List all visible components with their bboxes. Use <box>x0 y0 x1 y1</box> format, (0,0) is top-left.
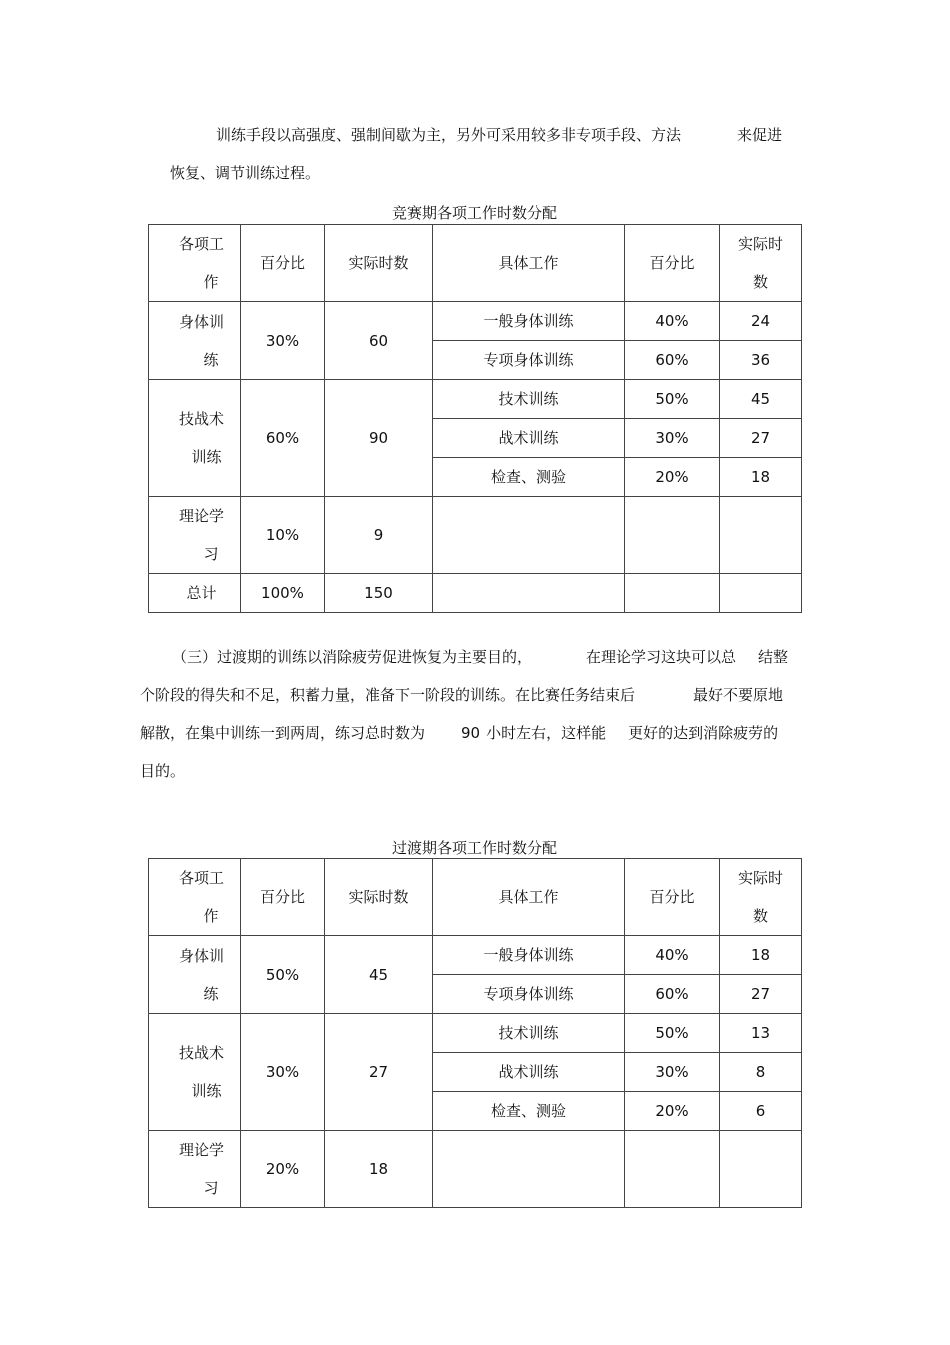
group-name: 理论学 习 <box>149 1131 241 1208</box>
sub-percent: 40% <box>625 302 720 341</box>
sub-percent: 40% <box>625 936 720 975</box>
empty-cell <box>625 574 720 613</box>
group-percent: 30% <box>241 1014 325 1131</box>
group-percent: 20% <box>241 1131 325 1208</box>
sub-hours: 36 <box>720 341 802 380</box>
sub-hours: 13 <box>720 1014 802 1053</box>
sub-hours: 24 <box>720 302 802 341</box>
table1-caption: 竞赛期各项工作时数分配 <box>391 204 557 222</box>
table-row <box>149 1014 802 1053</box>
intro-line-1: 训练手段以高强度、强制间歇为主，另外可采用较多非专项手段、方法 来促进 <box>216 126 783 144</box>
sub-percent: 30% <box>625 1053 720 1092</box>
header-item: 各项工 作 <box>149 859 241 936</box>
sub-name: 专项身体训练 <box>433 975 625 1014</box>
group-percent: 30% <box>241 302 325 380</box>
transition-line-3: 解散，在集中训练一到两周，练习总时数为 90 小时左右，这样能 更好的达到消除疲劳的 <box>140 724 779 742</box>
group-percent: 60% <box>241 380 325 497</box>
sub-hours: 8 <box>720 1053 802 1092</box>
header-hours: 实际时数 <box>325 225 433 302</box>
sub-name: 检查、测验 <box>433 458 625 497</box>
header-percent: 百分比 <box>241 859 325 936</box>
header-detail: 具体工作 <box>433 225 625 302</box>
empty-cell <box>433 1131 625 1208</box>
empty-cell <box>720 1131 802 1208</box>
group-hours: 90 <box>325 380 433 497</box>
header-sub-hours: 实际时 数 <box>720 859 802 936</box>
sub-name: 检查、测验 <box>433 1092 625 1131</box>
empty-cell <box>433 574 625 613</box>
sub-hours: 6 <box>720 1092 802 1131</box>
table2-caption: 过渡期各项工作时数分配 <box>391 839 557 857</box>
total-percent: 100% <box>241 574 325 613</box>
total-row <box>149 574 802 613</box>
empty-cell <box>625 1131 720 1208</box>
header-sub-hours: 实际时 数 <box>720 225 802 302</box>
sub-hours: 27 <box>720 419 802 458</box>
table-header-row <box>149 225 802 302</box>
group-percent: 10% <box>241 497 325 574</box>
sub-hours: 18 <box>720 936 802 975</box>
total-label: 总计 <box>149 574 241 613</box>
header-percent: 百分比 <box>241 225 325 302</box>
transition-line-4: 目的。 <box>140 762 186 780</box>
empty-cell <box>433 497 625 574</box>
empty-cell <box>625 497 720 574</box>
sub-hours: 18 <box>720 458 802 497</box>
sub-name: 战术训练 <box>433 419 625 458</box>
table-row <box>149 302 802 341</box>
header-hours: 实际时数 <box>325 859 433 936</box>
transition-period-table <box>148 858 802 1208</box>
transition-line-1: （三）过渡期的训练以消除疲劳促进恢复为主要目的， 在理论学习这块可以总 结整 <box>172 648 789 666</box>
sub-percent: 30% <box>625 419 720 458</box>
sub-name: 一般身体训练 <box>433 936 625 975</box>
sub-percent: 50% <box>625 380 720 419</box>
header-detail: 具体工作 <box>433 859 625 936</box>
intro-line-2: 恢复、调节训练过程。 <box>170 164 321 182</box>
sub-hours: 45 <box>720 380 802 419</box>
sub-percent: 20% <box>625 458 720 497</box>
sub-name: 专项身体训练 <box>433 341 625 380</box>
group-hours: 60 <box>325 302 433 380</box>
intro-paragraph <box>170 116 810 192</box>
group-name: 理论学 习 <box>149 497 241 574</box>
table-row <box>149 1131 802 1208</box>
sub-percent: 60% <box>625 341 720 380</box>
group-name: 技战术 训练 <box>149 1014 241 1131</box>
competition-period-table <box>148 224 802 613</box>
group-hours: 18 <box>325 1131 433 1208</box>
group-name: 身体训 练 <box>149 936 241 1014</box>
sub-percent: 60% <box>625 975 720 1014</box>
table-header-row <box>149 859 802 936</box>
group-name: 身体训 练 <box>149 302 241 380</box>
table-row <box>149 497 802 574</box>
table-row <box>149 380 802 419</box>
group-percent: 50% <box>241 936 325 1014</box>
header-sub-percent: 百分比 <box>625 859 720 936</box>
header-item: 各项工 作 <box>149 225 241 302</box>
empty-cell <box>720 497 802 574</box>
group-name: 技战术 训练 <box>149 380 241 497</box>
sub-name: 技术训练 <box>433 380 625 419</box>
transition-paragraph <box>140 638 810 790</box>
header-sub-percent: 百分比 <box>625 225 720 302</box>
total-hours: 150 <box>325 574 433 613</box>
sub-name: 技术训练 <box>433 1014 625 1053</box>
empty-cell <box>720 574 802 613</box>
group-hours: 27 <box>325 1014 433 1131</box>
table-row <box>149 936 802 975</box>
group-hours: 45 <box>325 936 433 1014</box>
transition-line-2: 个阶段的得失和不足，积蓄力量，准备下一阶段的训练。在比赛任务结束后 最好不要原地 <box>140 686 784 704</box>
sub-name: 战术训练 <box>433 1053 625 1092</box>
sub-percent: 50% <box>625 1014 720 1053</box>
sub-name: 一般身体训练 <box>433 302 625 341</box>
sub-percent: 20% <box>625 1092 720 1131</box>
sub-hours: 27 <box>720 975 802 1014</box>
group-hours: 9 <box>325 497 433 574</box>
